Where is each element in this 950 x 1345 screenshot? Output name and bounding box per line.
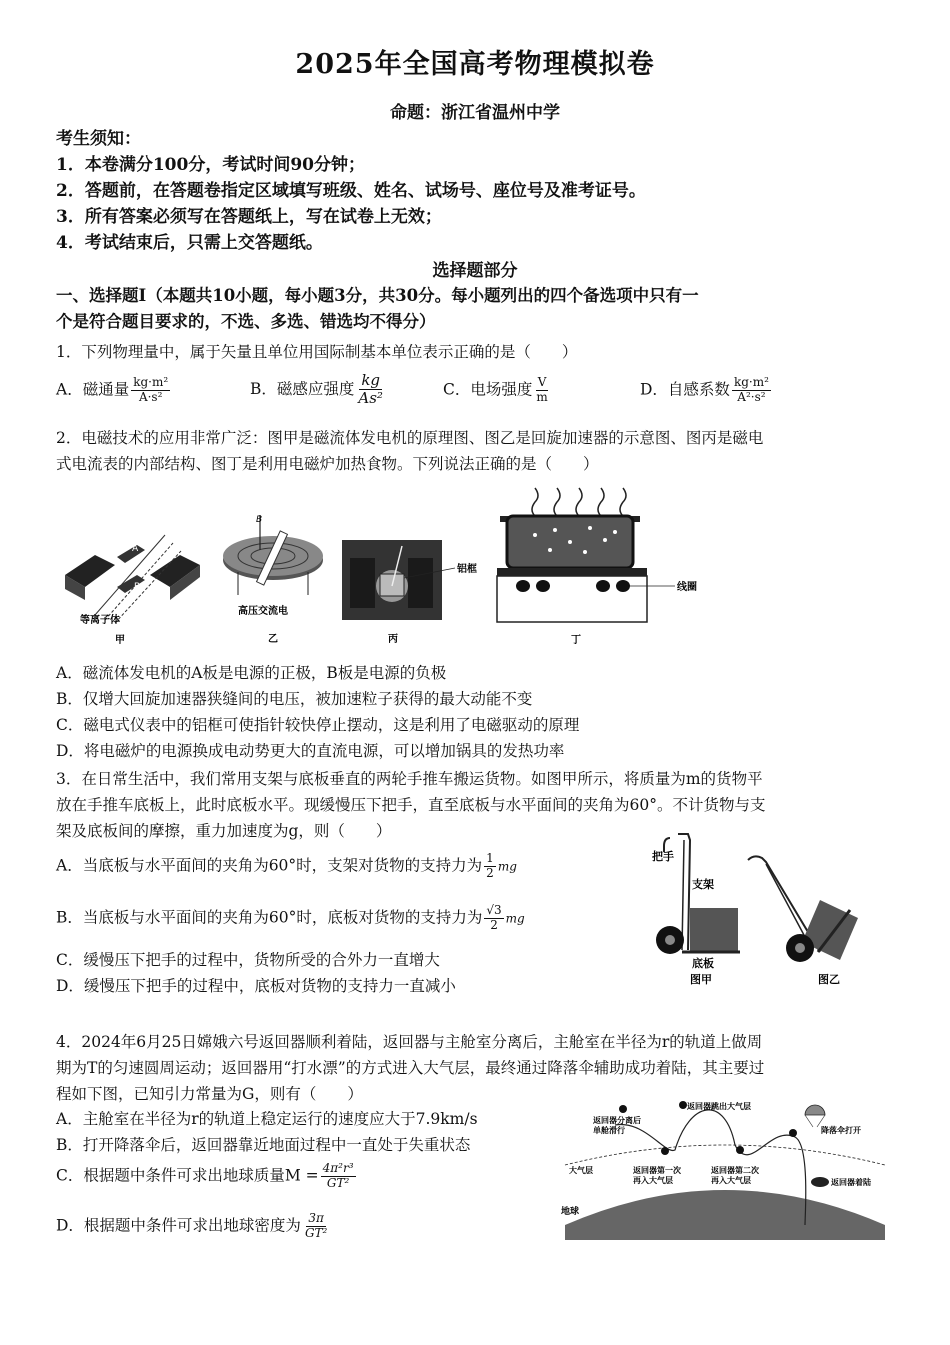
notice-item-3: 3．所有答案必须写在答题纸上，写在试卷上无效； bbox=[56, 207, 442, 227]
mhd-plate-b: B bbox=[134, 582, 141, 592]
q4-c-text: C．根据题中条件可求出地球质量M = bbox=[56, 1166, 319, 1185]
q1-option-d bbox=[640, 376, 773, 405]
cyclotron-caption: 乙 bbox=[268, 634, 278, 645]
q1-c-den: m bbox=[536, 389, 548, 404]
q4-d-fraction bbox=[303, 1212, 329, 1241]
q3-a-fraction bbox=[484, 852, 496, 881]
q1-c-num: V bbox=[537, 375, 547, 389]
reentry-leave: 返回器跳出大气层 bbox=[687, 1102, 751, 1111]
q3-a-den: 2 bbox=[486, 865, 494, 880]
q2-option-d: D．将电磁炉的电源换成电动势更大的直流电源，可以增加锅具的发热功率 bbox=[56, 742, 565, 760]
q2-option-a: A．磁流体发电机的A板是电源的正极，B板是电源的负极 bbox=[56, 664, 447, 682]
mhd-caption: 甲 bbox=[115, 635, 125, 645]
truck-fig-yi: 图乙 bbox=[818, 973, 840, 986]
notice-item-4: 4．考试结束后，只需上交答题纸。 bbox=[56, 233, 323, 253]
mhd-plasma-label: 等离子体 bbox=[80, 615, 120, 626]
q4-c-num: 4π²r³ bbox=[322, 1161, 354, 1175]
cyclotron-ac-label: 高压交流电 bbox=[238, 606, 288, 617]
q1-b-den: As² bbox=[358, 389, 383, 408]
q1-a-fraction bbox=[131, 376, 170, 405]
q3-stem-line3: 架及底板间的摩擦，重力加速度为g，则（ ） bbox=[56, 822, 392, 840]
section-title: 选择题部分 bbox=[432, 261, 518, 281]
q3-option-a bbox=[56, 852, 517, 881]
q2-option-b: B．仅增大回旋加速器狭缝间的电压，被加速粒子获得的最大动能不变 bbox=[56, 690, 533, 708]
figure-reentry bbox=[555, 1095, 895, 1240]
q3-b-tail: mg bbox=[505, 911, 525, 926]
reentry-first-1: 返回器第一次 bbox=[633, 1166, 681, 1175]
cyclotron-b-label: B bbox=[256, 515, 263, 525]
q4-stem-line1: 4．2024年6月25日嫦娥六号返回器顺利着陆，返回器与主舱室分离后，主舱室在半径为r的轨道上做周 bbox=[56, 1033, 763, 1051]
q3-a-tail: mg bbox=[497, 859, 517, 874]
figure-induction-cooker bbox=[495, 480, 715, 645]
q4-option-d bbox=[56, 1212, 331, 1241]
truck-fig-jia: 图甲 bbox=[690, 973, 712, 986]
q4-d-num: 3π bbox=[308, 1211, 324, 1225]
q1-a-num: kg·m² bbox=[133, 375, 169, 389]
q2-option-c: C．磁电式仪表中的铝框可使指针较快停止摆动，这是利用了电磁驱动的原理 bbox=[56, 716, 580, 734]
cooker-coil-label: 线圈 bbox=[677, 582, 697, 593]
q4-stem-line3: 程如下图，已知引力常量为G，则有（ ） bbox=[56, 1085, 363, 1103]
q3-b-den: 2 bbox=[490, 917, 498, 932]
q1-a-prefix: A．磁通量 bbox=[56, 380, 130, 399]
q3-b-text: B．当底板与水平面间的夹角为60°时，底板对货物的支持力为 bbox=[56, 908, 483, 927]
q1-option-c bbox=[443, 376, 552, 405]
cooker-caption: 丁 bbox=[571, 635, 581, 645]
notice-item-2: 2．答题前，在答题卷指定区域填写班级、姓名、试场号、座位号及准考证号。 bbox=[56, 181, 646, 201]
figure-hand-truck bbox=[640, 830, 880, 995]
reentry-first-2: 再入大气层 bbox=[633, 1176, 673, 1185]
q4-option-a: A．主舱室在半径为r的轨道上稳定运行的速度应大于7.9km/s bbox=[56, 1110, 478, 1128]
reentry-land: 返回器着陆 bbox=[831, 1178, 871, 1187]
q1-a-den: A·s² bbox=[138, 389, 163, 404]
q3-a-text: A．当底板与水平面间的夹角为60°时，支架对货物的支持力为 bbox=[56, 856, 483, 875]
q3-a-num: 1 bbox=[486, 851, 494, 865]
galvanometer-frame-label: 铝框 bbox=[457, 564, 477, 575]
truck-bracket-label: 支架 bbox=[692, 878, 714, 891]
galvanometer-caption: 丙 bbox=[388, 634, 398, 645]
q1-c-prefix: C．电场强度 bbox=[443, 380, 533, 399]
q1-b-fraction bbox=[356, 372, 385, 408]
notice-heading: 考生须知： bbox=[56, 129, 141, 149]
mhd-plate-a: A bbox=[132, 544, 139, 554]
section-heading-line1: 一、选择题Ⅰ（本题共10小题，每小题3分，共30分。每小题列出的四个备选项中只有一 bbox=[56, 286, 699, 305]
q3-b-num: √3 bbox=[486, 903, 502, 917]
reentry-earth: 地球 bbox=[561, 1207, 580, 1217]
figure-cyclotron bbox=[218, 510, 333, 645]
q4-c-fraction bbox=[321, 1162, 356, 1191]
reentry-atmosphere: 大气层 bbox=[569, 1166, 593, 1175]
q1-b-prefix: B．磁感应强度 bbox=[250, 379, 355, 398]
reentry-separate-1: 返回器分离后 bbox=[593, 1116, 641, 1125]
q4-d-text: D．根据题中条件可求出地球密度为 bbox=[56, 1216, 301, 1235]
q4-option-c bbox=[56, 1162, 358, 1191]
q1-b-num: kg bbox=[361, 371, 381, 389]
q3-stem-line1: 3．在日常生活中，我们常用支架与底板垂直的两轮手推车搬运货物。如图甲所示，将质量为m的货物平 bbox=[56, 770, 763, 788]
q2-stem-line1: 2．电磁技术的应用非常广泛：图甲是磁流体发电机的原理图、图乙是回旋加速器的示意图、图丙是磁电 bbox=[56, 429, 764, 447]
q3-b-fraction bbox=[484, 904, 503, 933]
figure-mhd-generator bbox=[55, 515, 205, 645]
truck-handle-label: 把手 bbox=[652, 850, 674, 863]
q1-stem: 1．下列物理量中，属于矢量且单位用国际制基本单位表示正确的是（ ） bbox=[56, 343, 578, 361]
author-line: 命题：浙江省温州中学 bbox=[390, 103, 560, 123]
q3-stem-line2: 放在手推车底板上，此时底板水平。现缓慢压下把手，直至底板与水平面间的夹角为60°。不计货物与支 bbox=[56, 796, 766, 814]
q1-option-b bbox=[250, 372, 387, 408]
reentry-second-2: 再入大气层 bbox=[711, 1176, 751, 1185]
truck-base-label: 底板 bbox=[692, 957, 714, 970]
section-heading-line2: 个是符合题目要求的，不选、多选、错选均不得分） bbox=[56, 312, 436, 331]
q1-d-num: kg·m² bbox=[733, 375, 769, 389]
q4-d-den: GT² bbox=[304, 1225, 328, 1240]
q1-option-a bbox=[56, 376, 172, 405]
q4-stem-line2: 期为T的匀速圆周运动；返回器用“打水漂”的方式进入大气层，最终通过降落伞辅助成功着陆，其主要过 bbox=[56, 1059, 765, 1077]
q4-c-den: GT² bbox=[326, 1175, 350, 1190]
q3-option-b bbox=[56, 904, 525, 933]
q1-d-den: A²·s² bbox=[737, 389, 766, 404]
page-title: 2025年全国高考物理模拟卷 bbox=[295, 49, 655, 80]
figure-galvanometer bbox=[340, 538, 490, 645]
q1-d-fraction bbox=[732, 376, 771, 405]
q3-option-d: D．缓慢压下把手的过程中，底板对货物的支持力一直减小 bbox=[56, 977, 456, 995]
q3-option-c: C．缓慢压下把手的过程中，货物所受的合外力一直增大 bbox=[56, 951, 440, 969]
reentry-second-1: 返回器第二次 bbox=[711, 1166, 759, 1175]
notice-item-1: 1．本卷满分100分，考试时间90分钟； bbox=[56, 155, 365, 175]
reentry-separate-2: 单舱滑行 bbox=[593, 1126, 625, 1135]
q1-c-fraction bbox=[534, 376, 549, 405]
q4-option-b: B．打开降落伞后，返回器靠近地面过程中一直处于失重状态 bbox=[56, 1136, 471, 1154]
reentry-chute: 降落伞打开 bbox=[821, 1126, 861, 1135]
q2-stem-line2: 式电流表的内部结构、图丁是利用电磁炉加热食物。下列说法正确的是（ ） bbox=[56, 455, 599, 473]
q1-d-prefix: D．自感系数 bbox=[640, 380, 730, 399]
